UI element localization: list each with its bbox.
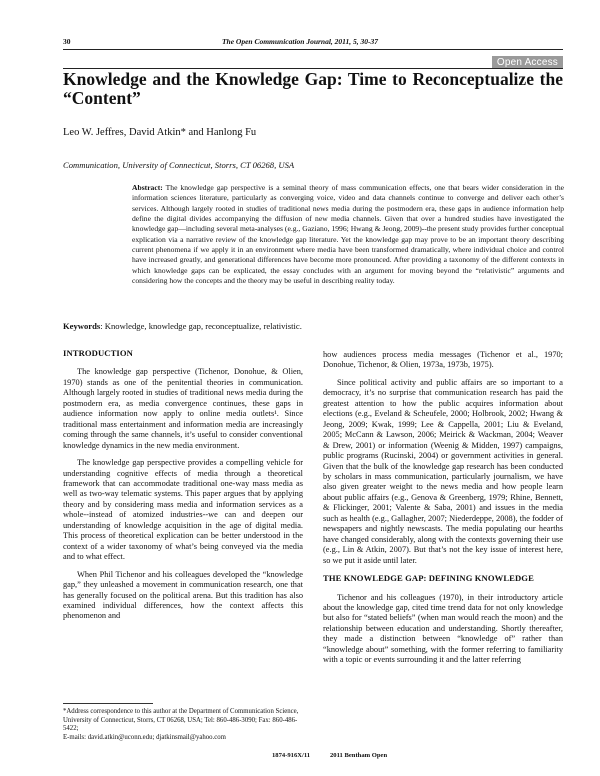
- paragraph: When Phil Tichenor and his colleagues developed the “knowledge gap,” they unleashed a movement in communication research, one that has generally focused on the political arena. But this tradition has also examined individual differences, how the context affects this phenomenon and: [63, 569, 303, 621]
- abstract: [132, 183, 564, 286]
- issn: 1874-916X/11: [272, 752, 311, 759]
- affiliation: Communication, University of Connecticut, Storrs, CT 06268, USA: [63, 160, 295, 170]
- section-heading-introduction: INTRODUCTION: [63, 348, 133, 358]
- open-access-badge: Open Access: [492, 56, 563, 69]
- paragraph: The knowledge gap perspective provides a compelling vehicle for understanding cognitive effects of media through a theoretical framework that can accommodate traditional one-way mass media as well as two-way telematic systems. This paper argues that by applying theory and by considering mass media and information services as a whole--instead of atomized industries--we can and deepen our understanding of knowledge acquisition in the age of digital media. This process of theoretical explication can be better understood in the context of a wider taxonomy of what’s being conveyed via the media and to what effect.: [63, 458, 303, 562]
- keywords-text: : Knowledge, knowledge gap, reconceptualize, relativistic.: [100, 321, 302, 331]
- abstract-label: Abstract:: [132, 183, 163, 192]
- correspondence-footnote: [63, 708, 303, 742]
- footnote-emails: E-mails: david.atkin@uconn.edu; djatkinsmail@yahoo.com: [63, 733, 226, 741]
- footnote-rule: [63, 703, 153, 704]
- paragraph: Tichenor and his colleagues (1970), in their introductory article about the knowledge gap, cited time trend data for not only knowledge but also for “stated beliefs” (when man would reach the moon) and the relationship between education and understanding. Shortly thereafter, they made a distinction between “knowledge of” rather than “knowledge about” something, with the former referring to familiarity with a topic or events surrounding it and the latter referring: [323, 592, 563, 665]
- header-rule: [63, 49, 563, 50]
- paragraph: Since political activity and public affairs are so important to a democracy, it’s no surprise that communication research has paid the greatest attention to how the public acquires information about elections (e.g., Eveland & Scheufele, 2000; Holbrook, 2002; Hwang & Jeong, 2009; Kwak, 1999; Lee & Cappella, 2001; Liu & Eveland, 2005; McCann & Lawson, 2006; Meirick & Wackman, 2004; Weaver & Drew, 2001) or information (Weenig & Midden, 1997) campaigns, public programs (Rucinski, 2004) or government activities in general. Given that the bulk of the knowledge gap research has been conducted by scholars in mass communication, particularly journalism, we have also given greater weight to the news media and how people learn about public affairs (e.g., Genova & Greenberg, 1979; Rhine, Bennett, & Flickinger, 2001; Valente & Saba, 2001) and issues in the media such as health (e.g., Gallagher, 2007; Niederdeppe, 2008), the fodder of newspapers and nightly newscasts. The media populating our hearths have changed considerably, along with the contexts governing their use (e.g., Lin & Atkin, 2007). But that’s not the key issue of interest here, so we put it aside until later.: [323, 377, 563, 565]
- page-number: 30: [63, 37, 71, 46]
- paragraph: how audiences process media messages (Tichenor et al., 1970; Donohue, Tichenor, & Olien, 1973a, 1973b, 1975).: [323, 350, 563, 370]
- author-list: Leo W. Jeffres, David Atkin* and Hanlong Fu: [63, 127, 257, 138]
- article-title: Knowledge and the Knowledge Gap: Time to Reconceptualize the “Content”: [63, 69, 563, 108]
- keywords: [63, 321, 563, 331]
- paragraph: The knowledge gap perspective (Tichenor, Donohue, & Olien, 1970) stands as one of the penitential theories in communication. Although largely rooted in studies of traditional news media during the postmodern era, as media convergence continues, these gaps in audience information now apply to online media outlets¹. Since traditional mass entertainment and information media are increasingly coming through the same channels, it’s useful to consider conventional knowledge dynamics in the new media environment.: [63, 367, 303, 450]
- abstract-text: The knowledge gap perspective is a seminal theory of mass communication effects, one that bears wider consideration in the information sciences literature, particularly as converging voice, video and data channels continue to converge and deliver each other’s services. Although largely rooted in studies of traditional news media during the postmodern era, these gaps in audience information help define the digital divides accompanying the diffusion of new media channels. Given that over a hundred studies have investigated the knowledge gap—including several meta-analyses (e.g., Gaziano, 1996; Hwang & Jeong, 2009)--the present study provides further conceptual explication via a narrative review of the knowledge gap literature. Yet the knowledge gap may prove to be an important theory describing current phenomena if we apply it in an environment where media have been transformed dramatically, where individual choice and control have increased greatly, and generational differences have become more pronounced. After providing a taxonomy of the different contexts in which knowledge gaps can be explicated, the essay concludes with an argument for moving beyond the “relativistic” arguments and considering how the concepts and the theory may be useful in describing reality today.: [132, 183, 564, 286]
- footnote-address: *Address correspondence to this author at the Department of Communication Science, University of Connecticut, Storrs, CT 06268, USA; Tel: 860-486-3090; Fax: 860-486-5422;: [63, 708, 299, 733]
- publisher: 2011 Bentham Open: [330, 752, 388, 759]
- left-column: [63, 348, 303, 629]
- keywords-label: Keywords: [63, 321, 101, 331]
- section-heading-defining-knowledge: THE KNOWLEDGE GAP: DEFINING KNOWLEDGE: [323, 573, 534, 584]
- right-column: [323, 350, 563, 673]
- journal-header: The Open Communication Journal, 2011, 5, 30-37: [221, 37, 379, 46]
